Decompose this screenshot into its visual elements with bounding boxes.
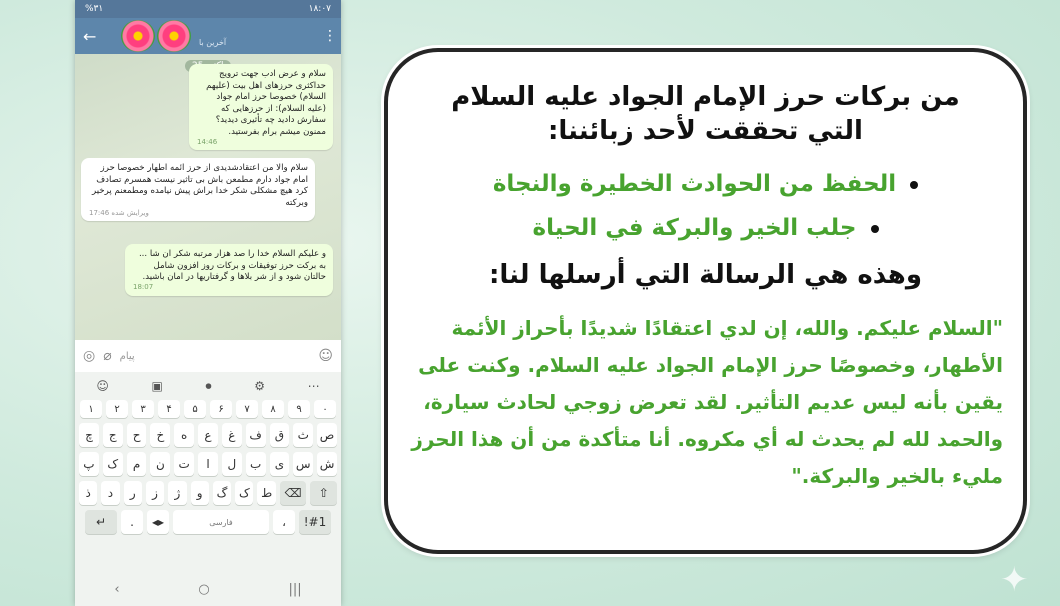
message-bubble-outgoing[interactable] bbox=[189, 64, 333, 150]
emoji-icon[interactable]: ☺ bbox=[318, 348, 333, 364]
more-icon[interactable]: ⋯ bbox=[307, 379, 320, 393]
key[interactable]: ص bbox=[317, 423, 337, 447]
message-text: و علیکم السلام خدا را صد هزار مرتبه شکر ان شا ... به برکت حرز توفیقات و برکات روز افزون شامل حالتان شود و از شر بلاها و گرفتاریها در امان باشید. bbox=[138, 249, 326, 282]
key[interactable]: ۶ bbox=[210, 400, 232, 418]
keyboard-row-numbers bbox=[75, 400, 341, 418]
key[interactable]: ش bbox=[317, 452, 337, 476]
key[interactable]: ذ bbox=[79, 481, 97, 505]
key[interactable]: ۴ bbox=[158, 400, 180, 418]
symbols-key[interactable]: !#1 bbox=[299, 510, 331, 534]
card-title: من بركات حرز الإمام الجواد عليه السلام التي تحققت لأحد زبائننا: bbox=[451, 82, 960, 146]
key[interactable]: ل bbox=[222, 452, 242, 476]
key[interactable]: پ bbox=[79, 452, 99, 476]
back-arrow-icon[interactable]: ← bbox=[83, 26, 97, 46]
comma-key[interactable]: ، bbox=[273, 510, 295, 534]
cursor-key[interactable]: ◂▸ bbox=[147, 510, 169, 534]
emoji-icon[interactable]: ☺ bbox=[96, 379, 109, 393]
keyboard-row-2 bbox=[75, 452, 341, 476]
testimonial-card bbox=[384, 48, 1027, 554]
flower-icon bbox=[157, 20, 191, 52]
key[interactable]: ک bbox=[103, 452, 123, 476]
flower-icon bbox=[121, 20, 155, 52]
status-bar bbox=[75, 0, 341, 18]
sticker-icon[interactable]: ▣ bbox=[151, 379, 163, 393]
message-input[interactable]: پیام bbox=[119, 350, 135, 362]
key[interactable]: ه bbox=[174, 423, 194, 447]
keyboard-row-1 bbox=[75, 423, 341, 447]
keyboard-toolbar bbox=[75, 372, 341, 400]
attach-icon[interactable]: ⌀ bbox=[103, 348, 112, 364]
avatar[interactable] bbox=[121, 20, 191, 52]
key[interactable]: ح bbox=[127, 423, 147, 447]
key[interactable]: م bbox=[127, 452, 147, 476]
key[interactable]: ق bbox=[270, 423, 290, 447]
status-time: ۱۸:۰۷ bbox=[308, 4, 331, 14]
key[interactable]: ۸ bbox=[262, 400, 284, 418]
key[interactable]: ر bbox=[124, 481, 142, 505]
navigation-bar bbox=[75, 572, 341, 606]
chat-header bbox=[75, 18, 341, 54]
period-key[interactable]: . bbox=[121, 510, 143, 534]
key[interactable]: ۲ bbox=[106, 400, 128, 418]
chat-area[interactable] bbox=[75, 54, 341, 340]
microphone-icon[interactable]: ⏺ bbox=[205, 378, 212, 393]
home-icon[interactable]: ○ bbox=[198, 581, 210, 597]
key[interactable]: گ bbox=[213, 481, 231, 505]
key[interactable]: ط bbox=[257, 481, 275, 505]
key[interactable]: س bbox=[293, 452, 313, 476]
key[interactable]: ۵ bbox=[184, 400, 206, 418]
key[interactable]: غ bbox=[222, 423, 242, 447]
key[interactable]: ع bbox=[198, 423, 218, 447]
key[interactable]: ۰ bbox=[314, 400, 336, 418]
message-bubble-outgoing[interactable] bbox=[125, 244, 333, 296]
key[interactable]: ی bbox=[270, 452, 290, 476]
benefit-text: الحفظ من الحوادث الخطيرة والنجاة bbox=[492, 171, 897, 197]
card-subheading: وهذه هي الرسالة التي أرسلها لنا: bbox=[489, 260, 922, 290]
settings-icon[interactable]: ⚙ bbox=[254, 379, 265, 393]
key[interactable]: و bbox=[191, 481, 209, 505]
message-time: 14:46 bbox=[197, 137, 218, 146]
bullet-icon bbox=[871, 225, 879, 233]
message-time: 18:07 bbox=[133, 283, 154, 291]
benefit-item bbox=[388, 206, 1023, 250]
space-key[interactable]: فارسی bbox=[173, 510, 269, 534]
key[interactable]: ب bbox=[246, 452, 266, 476]
key[interactable]: ۳ bbox=[132, 400, 154, 418]
key[interactable]: ت bbox=[174, 452, 194, 476]
key[interactable]: ن bbox=[150, 452, 170, 476]
key[interactable]: ژ bbox=[168, 481, 186, 505]
recent-apps-icon[interactable]: ||| bbox=[288, 581, 302, 597]
key[interactable]: چ bbox=[79, 423, 99, 447]
key[interactable]: ف bbox=[246, 423, 266, 447]
key[interactable]: ز bbox=[146, 481, 164, 505]
last-seen-label: آخرین با bbox=[199, 38, 227, 47]
key[interactable]: ک bbox=[235, 481, 253, 505]
key[interactable]: خ bbox=[150, 423, 170, 447]
key[interactable]: ۱ bbox=[80, 400, 102, 418]
keyboard-row-bottom bbox=[75, 510, 341, 534]
key[interactable]: ج bbox=[103, 423, 123, 447]
key[interactable]: ا bbox=[198, 452, 218, 476]
sparkle-icon: ✦ bbox=[1000, 560, 1029, 600]
backspace-key[interactable]: ⌫ bbox=[280, 481, 307, 505]
bullet-icon bbox=[910, 181, 918, 189]
message-time: ویرایش شده 17:46 bbox=[89, 208, 149, 217]
benefit-text: جلب الخير والبركة في الحياة bbox=[532, 215, 857, 241]
key[interactable]: ث bbox=[293, 423, 313, 447]
camera-icon[interactable]: ◎ bbox=[83, 348, 96, 364]
testimonial-quote: "السلام عليكم. والله، إن لدي اعتقادًا شديدًا بأحراز الأئمة الأطهار، وخصوصًا حرز الإمام الجواد عليه السلام. وكنت على يقين بأنه ليس عديم التأثير. لقد تعرض زوجي لحادث سيارة، والحمد لله لم يحدث له أي مكروه. أنا متأكدة من أن هذا الحرز مليء بالخير والبركة." bbox=[411, 316, 1003, 488]
key[interactable]: د bbox=[101, 481, 119, 505]
more-menu-icon[interactable]: ⋮ bbox=[323, 28, 337, 44]
keyboard bbox=[75, 372, 341, 572]
message-bubble-incoming[interactable] bbox=[81, 158, 315, 221]
key[interactable]: ۹ bbox=[288, 400, 310, 418]
message-text: سلام و عرض ادب جهت ترویج حداکثری حرزهای اهل بیت (علیهم السلام) خصوصا حرز امام جواد (علیه السلام): از حرزهایی که سفارش دادید چه تأثیری دیدید؟ ممنون میشم برام بفرستید. bbox=[206, 69, 326, 137]
battery-level: %۳۱ bbox=[85, 4, 104, 14]
benefits-list bbox=[388, 162, 1023, 250]
enter-key[interactable]: ↵ bbox=[85, 510, 117, 534]
shift-key[interactable]: ⇧ bbox=[310, 481, 337, 505]
message-text: سلام والا من اعتقادشدیدی از حرز ائمه اطهار خصوصا حرز امام جواد دارم مطمعن باش بی تاثیر نیست همسرم تصادف کرد هیچ مشکلی شکر خدا براش پیش نیامده ومطمعنم پرخیر وبرکته bbox=[91, 163, 308, 208]
message-composer bbox=[75, 340, 341, 372]
phone-screenshot bbox=[75, 0, 341, 606]
benefit-item bbox=[388, 162, 1023, 206]
key[interactable]: ۷ bbox=[236, 400, 258, 418]
back-nav-icon[interactable]: ‹ bbox=[114, 581, 120, 597]
keyboard-row-3 bbox=[75, 481, 341, 505]
